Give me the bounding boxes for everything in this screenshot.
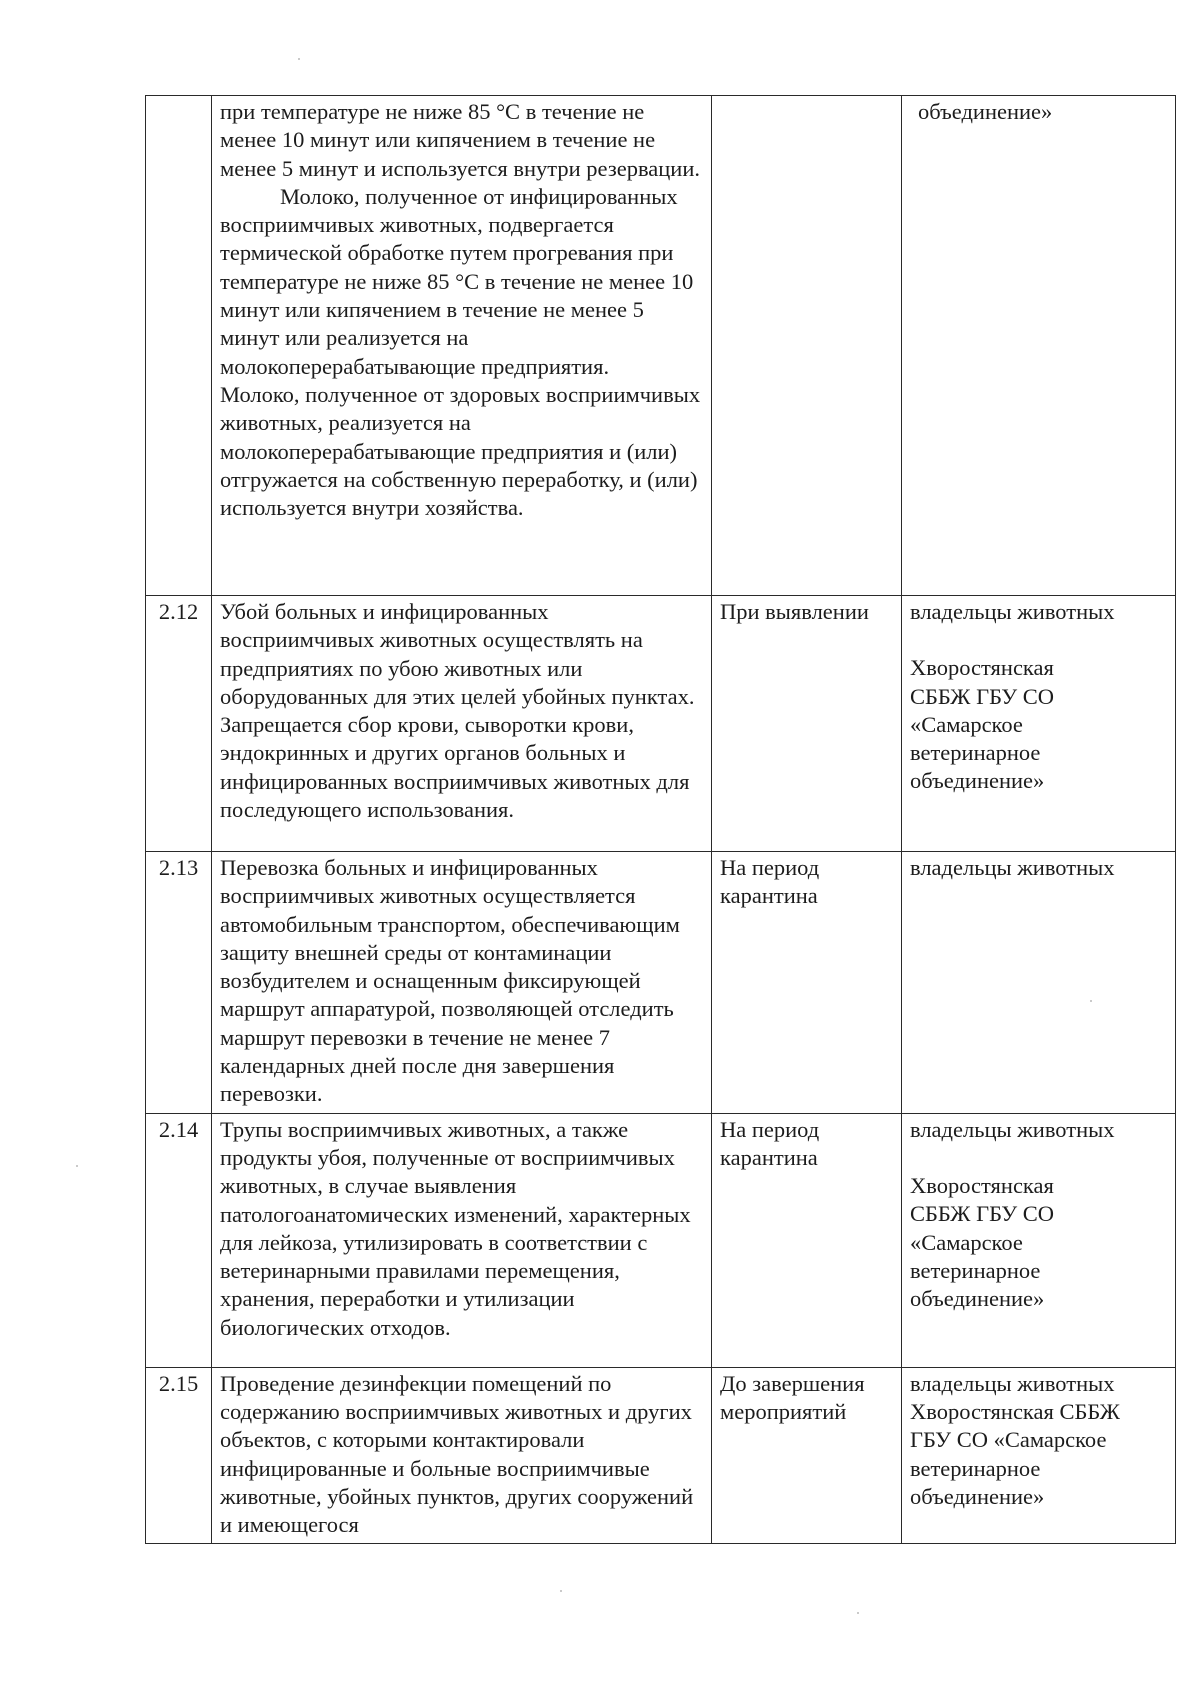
responsible-text: владельцы животных: [910, 599, 1115, 624]
responsible-cell: [902, 596, 1176, 852]
measure-text-cell: [212, 852, 712, 1114]
scan-speck: [1090, 1000, 1092, 1002]
term-cell: [712, 96, 902, 596]
responsible-text: владельцы животных: [910, 855, 1115, 880]
measure-paragraph: при температуре не ниже 85 °С в течение не менее 10 минут или кипячением в течение не менее 5 минут и используется внутри резервации.: [220, 99, 701, 181]
row-number: 2.13: [146, 852, 212, 1114]
measure-text-cell: [212, 1367, 712, 1544]
term-text: До завершения мероприятий: [720, 1370, 865, 1424]
table-row: [146, 852, 1176, 1114]
measure-paragraph: Проведение дезинфекции помещений по содержанию восприимчивых животных и других объектов, с которыми контактировали инфицированные и больные восприимчивые животные, убойных пунктов, других сооружений и имеющегося: [220, 1370, 694, 1538]
responsible-text: владельцы животных: [910, 1116, 1115, 1142]
scan-speck: [76, 1165, 78, 1167]
measures-table: [145, 95, 1176, 1544]
responsible-text: Хворостянская СББЖ ГБУ СО «Самарское ветеринарное объединение»: [910, 1172, 1055, 1312]
term-cell: [712, 852, 902, 1114]
responsible-text: объединение»: [918, 99, 1053, 124]
responsible-cell: [902, 852, 1176, 1114]
spacer: [910, 1144, 1167, 1172]
table-row: [146, 1367, 1176, 1544]
measure-text-cell: [212, 596, 712, 852]
row-number: 2.15: [146, 1367, 212, 1544]
table-row: [146, 96, 1176, 596]
term-cell: [712, 1113, 902, 1367]
term-text: На период карантина: [720, 855, 820, 909]
measure-paragraph: Перевозка больных и инфицированных восприимчивых животных осуществляется автомобильным транспортом, обеспечивающим защиту внешней среды от контаминации возбудителем и оснащенным фиксирующей маршрут аппаратурой, позволяющей отследить маршрут перевозки в течение не менее 7 календарных дней после дня завершения перевозки.: [220, 855, 680, 1107]
table-row: [146, 596, 1176, 852]
responsible-cell: [902, 96, 1176, 596]
scan-speck: [560, 1590, 562, 1592]
measure-paragraph: Молоко, полученное от здоровых восприимчивых животных, реализуется на молокоперерабатывающие предприятия и (или) отгружается на собственную переработку, и (или) используется внутри хозяйства.: [220, 381, 701, 521]
term-text: На период карантина: [720, 1116, 820, 1170]
measure-paragraph: Молоко, полученное от инфицированных восприимчивых животных, подвергается термической обработке путем прогревания при температуре не ниже 85 °С в течение не менее 10 минут или кипячением в течение не менее 5 минут или реализуется на молокоперерабатывающие предприятия.: [220, 183, 694, 379]
measure-paragraph: Трупы восприимчивых животных, а также продукты убоя, полученные от восприимчивых животных, в случае выявления патологоанатомических изменений, характерных для лейкоза, утилизировать в соответствии с ветеринарными правилами перемещения, хранения, переработки и утилизации биологических отходов.: [220, 1116, 691, 1340]
responsible-cell: [902, 1367, 1176, 1544]
measure-text-cell: [212, 96, 712, 596]
responsible-text: Хворостянская СББЖ ГБУ СО «Самарское ветеринарное объединение»: [910, 655, 1055, 794]
responsible-cell: [902, 1113, 1176, 1367]
term-cell: [712, 1367, 902, 1544]
scan-speck: [857, 1612, 859, 1614]
term-cell: При выявлении: [712, 596, 902, 852]
scan-speck: [298, 58, 300, 60]
row-number: [146, 96, 212, 596]
spacer: [910, 626, 1167, 654]
measure-paragraph: Убой больных и инфицированных восприимчивых животных осуществлять на предприятиях по убою животных или оборудованных для этих целей убойных пунктах. Запрещается сбор крови, сыворотки крови, эндокринных и других органов больных и инфицированных восприимчивых животных для последующего использования.: [220, 599, 695, 823]
table-row: [146, 1113, 1176, 1367]
row-number: 2.12: [146, 596, 212, 852]
measure-text-cell: [212, 1113, 712, 1367]
responsible-text: владельцы животных Хворостянская СББЖ ГБУ СО «Самарское ветеринарное объединение»: [910, 1370, 1120, 1509]
row-number: 2.14: [146, 1113, 212, 1367]
